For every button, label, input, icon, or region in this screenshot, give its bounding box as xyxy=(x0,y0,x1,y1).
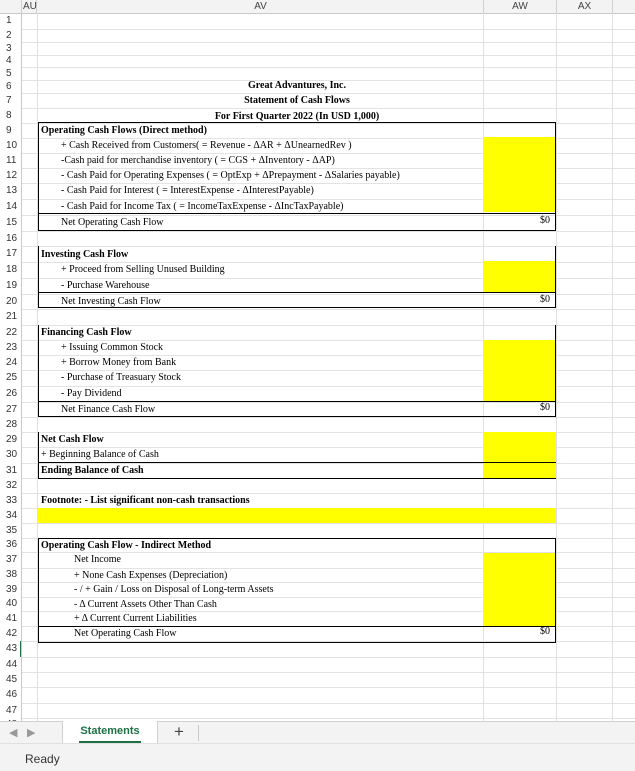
indirect-title: Operating Cash Flow - Indirect Method xyxy=(41,540,212,551)
statement-period: For First Quarter 2022 (In USD 1,000) xyxy=(214,111,380,122)
row-header[interactable]: 29 xyxy=(6,434,18,445)
scroll-right-icon[interactable]: ▶ xyxy=(27,727,36,739)
row-header[interactable]: 17 xyxy=(6,248,18,259)
operating-line: - Cash Paid for Interest ( = InterestExpense - ΔInterestPayable) xyxy=(61,185,314,196)
sheet-tab-statements[interactable] xyxy=(62,721,158,745)
row-header[interactable]: 35 xyxy=(6,525,18,536)
row-header[interactable]: 41 xyxy=(6,613,18,624)
statement-title: Statement of Cash Flows xyxy=(244,95,350,106)
investing-line: + Proceed from Selling Unused Building xyxy=(61,264,225,275)
column-header-av[interactable]: AV xyxy=(38,0,484,13)
row-header[interactable]: 23 xyxy=(6,342,18,353)
indirect-line: Net Income xyxy=(74,554,121,565)
indirect-line: + Δ Current Current Liabilities xyxy=(74,613,197,624)
row-header[interactable]: 40 xyxy=(6,598,18,609)
add-sheet-button[interactable]: + xyxy=(174,722,184,741)
grid-hline xyxy=(21,718,635,719)
row-header[interactable]: 42 xyxy=(6,628,18,639)
grid-hline xyxy=(21,55,635,56)
grid-hline xyxy=(21,29,635,30)
investing-total-label: Net Investing Cash Flow xyxy=(61,296,161,307)
grid-hline xyxy=(21,417,635,418)
indirect-line: - / + Gain / Loss on Disposal of Long-term Assets xyxy=(74,584,274,595)
indirect-total-value[interactable]: $0 xyxy=(540,626,550,637)
row-header[interactable]: 18 xyxy=(6,264,18,275)
indirect-total-label: Net Operating Cash Flow xyxy=(74,628,177,639)
indirect-line: + None Cash Expenses (Depreciation) xyxy=(74,570,228,581)
row-header[interactable]: 11 xyxy=(6,155,17,166)
row-header[interactable]: 8 xyxy=(6,110,12,121)
row-header[interactable]: 36 xyxy=(6,539,18,550)
sheet-tab-bar xyxy=(0,721,635,744)
grid-vline xyxy=(21,13,22,721)
indirect-line: - Δ Current Assets Other Than Cash xyxy=(74,599,217,610)
operating-line: - Cash Paid for Income Tax ( = IncomeTaxExpense - ΔIncTaxPayable) xyxy=(61,201,344,212)
row-header[interactable]: 25 xyxy=(6,372,18,383)
footnote-label: Footnote: - List significant non-cash transactions xyxy=(41,495,250,506)
investing-title: Investing Cash Flow xyxy=(41,249,129,260)
operating-line: + Cash Received from Customers( = Revenue - ΔAR + ΔUnearnedRev ) xyxy=(61,140,352,151)
row-header[interactable]: 43 xyxy=(6,643,18,654)
row-header[interactable]: 5 xyxy=(6,68,12,79)
row-header[interactable]: 24 xyxy=(6,357,18,368)
grid-hline xyxy=(21,67,635,68)
row-header[interactable]: 7 xyxy=(6,95,12,106)
operating-total-label: Net Operating Cash Flow xyxy=(61,217,164,228)
scroll-left-icon[interactable]: ◀ xyxy=(9,727,18,739)
row-header[interactable]: 10 xyxy=(6,140,18,151)
row-header[interactable]: 32 xyxy=(6,480,18,491)
row-header[interactable]: 30 xyxy=(6,449,18,460)
row-header[interactable]: 1 xyxy=(6,15,12,26)
grid-vline xyxy=(612,13,613,721)
grid-hline xyxy=(21,657,635,658)
row-header[interactable]: 44 xyxy=(6,659,18,670)
input-cell-footnote[interactable] xyxy=(38,508,556,523)
tab-divider xyxy=(198,725,199,741)
row-header[interactable]: 6 xyxy=(6,81,12,92)
grid-hline xyxy=(21,309,635,310)
row-header[interactable]: 34 xyxy=(6,510,18,521)
grid-hline xyxy=(21,523,635,524)
column-header-bar xyxy=(0,0,635,14)
row-header[interactable]: 21 xyxy=(6,311,18,322)
column-header-au[interactable]: AU xyxy=(23,1,37,12)
row-header[interactable]: 39 xyxy=(6,584,18,595)
net-cash-title: Net Cash Flow xyxy=(41,434,104,445)
row-header[interactable]: 22 xyxy=(6,327,18,338)
input-cell-net-cash[interactable] xyxy=(484,432,556,478)
row-header[interactable]: 33 xyxy=(6,495,18,506)
net-cash-left-rule xyxy=(38,432,39,478)
row-header[interactable]: 28 xyxy=(6,419,18,430)
financing-line: - Purchase of Treasuary Stock xyxy=(61,372,181,383)
status-bar xyxy=(0,743,635,771)
row-header[interactable]: 47 xyxy=(6,705,18,716)
row-header[interactable]: 27 xyxy=(6,404,18,415)
investing-total-value[interactable]: $0 xyxy=(540,294,550,305)
investing-line: - Purchase Warehouse xyxy=(61,280,150,291)
row-header[interactable]: 4 xyxy=(6,55,12,66)
operating-line: - Cash Paid for Operating Expenses ( = OptExp + ΔPrepayment - ΔSalaries payable) xyxy=(61,170,400,181)
row-header[interactable]: 46 xyxy=(6,689,18,700)
financing-line: - Pay Dividend xyxy=(61,388,122,399)
financing-title: Financing Cash Flow xyxy=(41,327,132,338)
row-header[interactable]: 15 xyxy=(6,217,18,228)
financing-total-value[interactable]: $0 xyxy=(540,402,550,413)
operating-title: Operating Cash Flows (Direct method) xyxy=(41,125,207,136)
row-header[interactable]: 26 xyxy=(6,388,18,399)
grid-hline xyxy=(21,687,635,688)
grid-hline xyxy=(21,42,635,43)
row-header[interactable]: 3 xyxy=(6,43,12,54)
company-name: Great Advantures, Inc. xyxy=(248,80,346,91)
financing-line: + Issuing Common Stock xyxy=(61,342,164,353)
select-all-corner[interactable] xyxy=(0,0,22,13)
column-header-next[interactable] xyxy=(613,0,635,13)
grid-hline xyxy=(21,672,635,673)
row-header[interactable]: 9 xyxy=(6,125,12,136)
operating-total-value[interactable]: $0 xyxy=(540,215,550,226)
row-header[interactable]: 31 xyxy=(6,465,18,476)
ending-balance-label: Ending Balance of Cash xyxy=(41,465,144,476)
grid-hline xyxy=(21,703,635,704)
grid-vline xyxy=(556,13,557,721)
row-header[interactable]: 20 xyxy=(6,296,18,307)
row-header[interactable]: 19 xyxy=(6,280,18,291)
row-header[interactable]: 14 xyxy=(6,201,18,212)
grid-hline xyxy=(21,231,635,232)
net-cash-rule-2 xyxy=(38,478,556,479)
column-header-aw[interactable]: AW xyxy=(484,0,557,13)
row-header[interactable]: 38 xyxy=(6,569,18,580)
row-header[interactable]: 12 xyxy=(6,170,18,181)
column-header-ax[interactable]: AX xyxy=(557,0,613,13)
beginning-balance-label: + Beginning Balance of Cash xyxy=(41,449,159,460)
row-header[interactable]: 2 xyxy=(6,30,12,41)
sheet-tab-label: Statements xyxy=(80,725,140,737)
row-header[interactable]: 37 xyxy=(6,554,18,565)
financing-line: + Borrow Money from Bank xyxy=(61,357,177,368)
status-text: Ready xyxy=(25,752,60,766)
row-header[interactable]: 13 xyxy=(6,185,18,196)
row-header[interactable]: 16 xyxy=(6,233,18,244)
operating-line: -Cash paid for merchandise inventory ( = CGS + ΔInventory - ΔAP) xyxy=(61,155,335,166)
financing-total-label: Net Finance Cash Flow xyxy=(61,404,156,415)
row-header[interactable]: 45 xyxy=(6,674,18,685)
